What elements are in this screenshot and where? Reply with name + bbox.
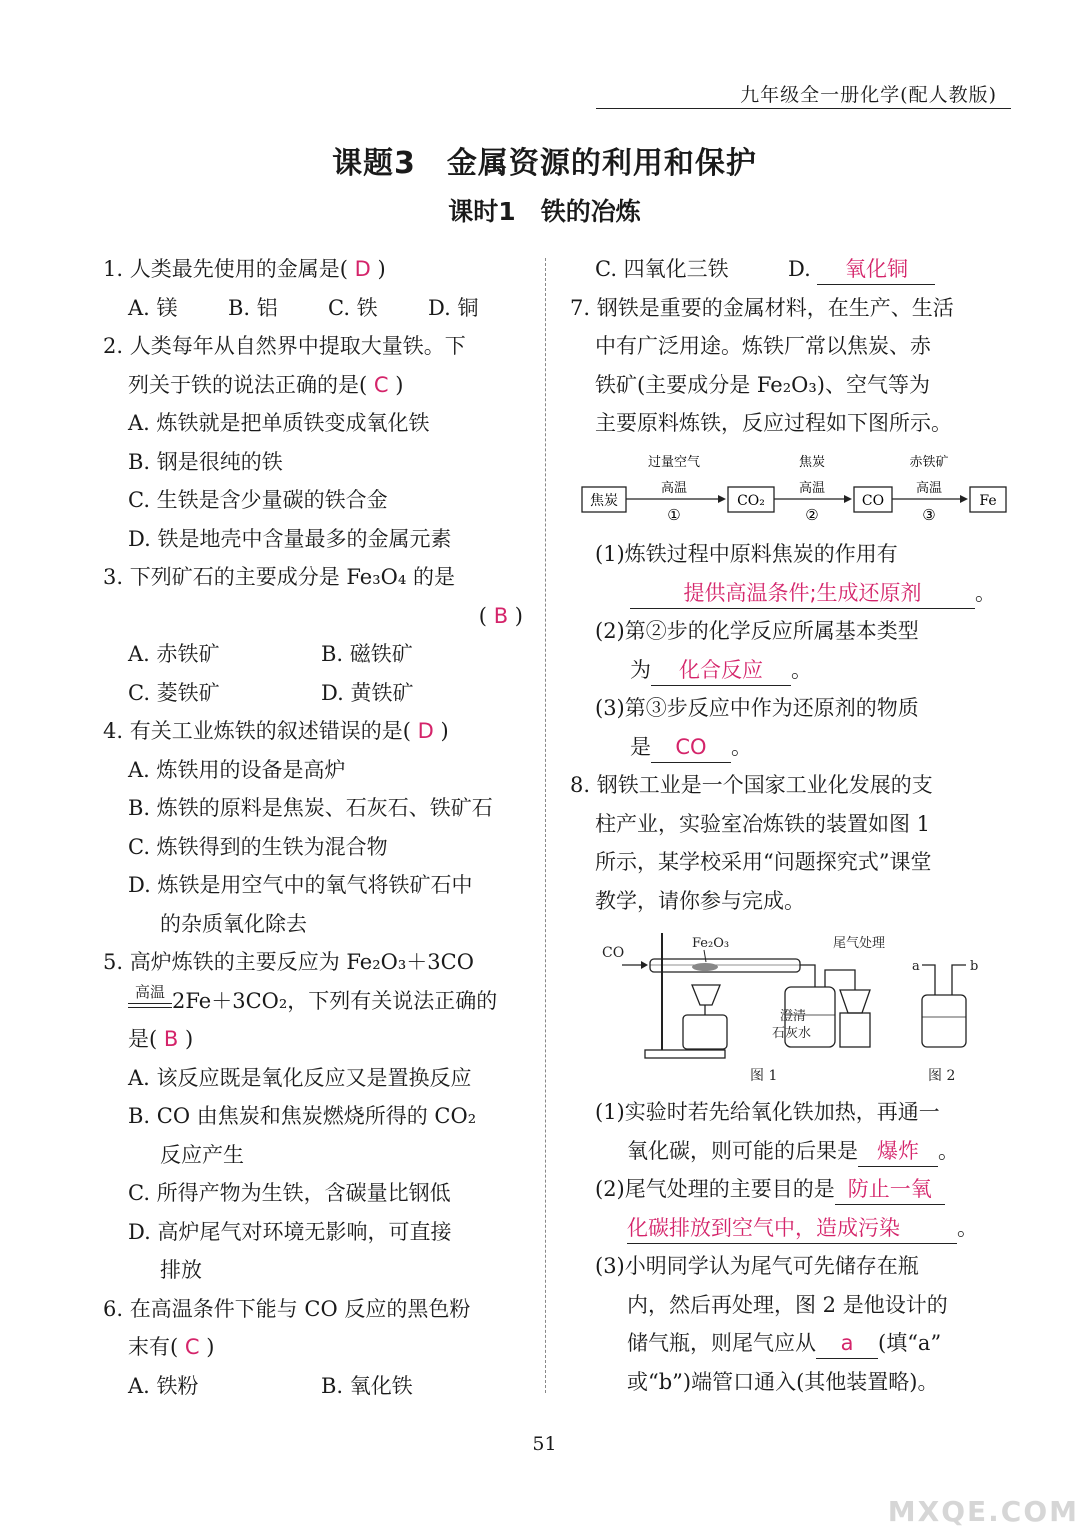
q3-options-row1 [103, 635, 533, 674]
fig-stand-base [645, 1050, 725, 1058]
q6-line1: 6. 在高温条件下能与 CO 反应的黑色粉 [103, 1296, 471, 1321]
q3-option-c: C. 菱铁矿 [128, 680, 220, 705]
fig-connect-tube [800, 965, 815, 987]
flow-box-co-label: CO [861, 493, 885, 509]
q6-answer: C [184, 1335, 200, 1359]
q5-line2: 高温 2Fe＋3CO₂，下列有关说法正确的 [103, 982, 533, 1021]
q7-line2: 中有广泛用途。炼铁厂常以焦炭、赤 [595, 334, 931, 358]
q6-answer-d: 氧化铜 [817, 254, 935, 285]
q8-sub3-line4: 或“b”)端管口通入(其他装置略)。 [627, 1369, 939, 1394]
q7-sub3-answer-line: 是 CO 。 [570, 728, 1000, 767]
q1-option-c: C. 铁 [328, 295, 378, 320]
fig2-caption: 图 2 [928, 1068, 956, 1084]
lesson-subtitle: 课时1 铁的冶炼 [448, 197, 641, 226]
fig-burner-lamp [840, 1013, 870, 1047]
fig-fe2o3-powder [692, 963, 718, 971]
q5-line3: 是( B ) [128, 1027, 194, 1051]
q7-sub1-answer: 提供高温条件;生成还原剂 [630, 578, 975, 609]
q1-option-a: A. 镁 [128, 295, 178, 320]
q4-option-b: B. 炼铁的原料是焦炭、石灰石、铁矿石 [128, 796, 493, 820]
flow-box-co2-label: CO₂ [737, 493, 765, 509]
q1-option-b: B. 铝 [228, 295, 278, 320]
flow-step-2: ② [805, 506, 819, 524]
fig-glass-tube [650, 959, 800, 972]
q3-stem: 3. 下列矿石的主要成分是 Fe₃O₄ 的是 [103, 565, 455, 589]
flow-arrowhead-1 [718, 495, 726, 503]
right-column-lower [570, 535, 1000, 920]
q5-option-b: B. CO 由焦炭和焦炭燃烧所得的 CO₂ [128, 1104, 477, 1128]
column-divider [545, 258, 546, 1393]
q3-answer-line: ( B ) [478, 603, 523, 628]
flow-box-fe-label: Fe [979, 493, 997, 509]
q5-equals-sign [128, 1003, 172, 1008]
book-header: 九年级全一册化学(配人教版) [740, 84, 997, 106]
q2-option-b: B. 钢是很纯的铁 [128, 449, 283, 474]
q6-option-c: C. 四氧化三铁 [595, 257, 729, 281]
q7-sub3-text: (3)第③步反应中作为还原剂的物质 [595, 696, 919, 720]
q3-options-row2 [103, 674, 533, 713]
q1-stem: 1. 人类最先使用的金属是( D ) [103, 257, 386, 281]
fig2-tube-b [952, 965, 966, 995]
q7-sub2-answer: 化合反应 [651, 655, 791, 686]
q7-flow-diagram [580, 452, 1010, 532]
q8-sub2-line2: 化碳排放到空气中，造成污染 。 [570, 1209, 1000, 1248]
right-column [570, 250, 1000, 443]
q1-answer: D [354, 257, 371, 281]
q8-line3: 所示，某学校采用“问题探究式”课堂 [595, 850, 932, 874]
q4-option-d: D. 炼铁是用空气中的氧气将铁矿石中 [128, 873, 473, 897]
flow-step-3: ③ [922, 506, 936, 524]
q7-sub3-answer: CO [651, 732, 731, 763]
q6-line2: 末有( C ) [128, 1335, 215, 1359]
q7-sub1-text: (1)炼铁过程中原料焦炭的作用有 [595, 542, 898, 566]
q8-sub1-line2: 氧化碳，则可能的后果是 爆炸 。 [570, 1132, 1000, 1171]
flow-top-1: 过量空气 [647, 455, 701, 470]
q8-sub2-answer-2: 化碳排放到空气中，造成污染 [627, 1213, 957, 1244]
q2-line1: 2. 人类每年从自然界中提取大量铁。下 [103, 334, 466, 358]
flow-box-coke-label: 焦炭 [590, 493, 618, 509]
q2-option-c: C. 生铁是含少量碳的铁合金 [128, 488, 388, 512]
q8-sub3-line1: (3)小明同学认为尾气可先储存在瓶 [595, 1254, 919, 1278]
q3-answer: B [493, 603, 509, 628]
q2-option-a: A. 炼铁就是把单质铁变成氧化铁 [128, 411, 430, 435]
page-number: 51 [532, 1433, 557, 1455]
flow-top-2: 焦炭 [798, 455, 826, 470]
fig-fe2o3-label: Fe₂O₃ [692, 936, 730, 951]
q3-option-a: A. 赤铁矿 [128, 642, 220, 666]
fig1-caption: 图 1 [750, 1068, 778, 1084]
fig-lamp-flame [692, 985, 720, 1005]
q8-line2: 柱产业，实验室冶炼铁的装置如图 1 [595, 811, 931, 836]
q8-sub1-answer: 爆炸 [858, 1136, 938, 1167]
q4-answer: D [417, 719, 434, 743]
q7-line3: 铁矿(主要成分是 Fe₂O₃)、空气等为 [595, 372, 930, 397]
q6-option-a: A. 铁粉 [128, 1373, 199, 1398]
q6-options-row1 [103, 1367, 533, 1406]
flow-cond-3: 高温 [915, 481, 943, 496]
flow-arrowhead-3 [960, 495, 968, 503]
fig-limewater-label-2: 石灰水 [772, 1026, 812, 1041]
q8-sub2-line1: (2)尾气处理的主要目的是 防止一氧 [570, 1170, 1000, 1209]
fig-alcohol-lamp [683, 1015, 727, 1049]
q5-answer: B [163, 1027, 179, 1051]
q5-option-a: A. 该反应既是氧化反应又是置换反应 [128, 1065, 472, 1090]
header-rule [596, 108, 1011, 109]
flow-top-3: 赤铁矿 [909, 455, 949, 470]
q8-sub3-line3: 储气瓶，则尾气应从 a (填“a” [570, 1324, 1000, 1363]
q6-option-b: B. 氧化铁 [321, 1373, 413, 1398]
q7-sub1-answer-line: 提供高温条件;生成还原剂 。 [570, 574, 1000, 613]
page-title: 课题3 金属资源的利用和保护 [332, 146, 757, 181]
q8-sub2-answer-1: 防止一氧 [835, 1174, 945, 1205]
q4-stem: 4. 有关工业炼铁的叙述错误的是( D ) [103, 719, 449, 743]
fig-tail-label: 尾气处理 [833, 936, 886, 951]
flow-step-1: ① [667, 506, 681, 524]
fig2-tube-a [922, 965, 935, 995]
flow-arrowhead-2 [844, 495, 852, 503]
fig2-gas-bottle [922, 995, 966, 1047]
fig2-label-a: a [912, 959, 920, 974]
q5-line1: 5. 高炉炼铁的主要反应为 Fe₂O₃＋3CO [103, 950, 474, 974]
flow-cond-2: 高温 [798, 481, 826, 496]
flow-cond-1: 高温 [660, 481, 688, 496]
q8-line4: 教学，请你参与完成。 [595, 888, 805, 913]
q7-line1: 7. 钢铁是重要的金属材料，在生产、生活 [570, 295, 954, 320]
q8-sub3-answer: a [816, 1328, 878, 1359]
q5-condition: 高温 [134, 982, 165, 1001]
watermark: MXQE.COM [887, 1495, 1079, 1528]
q2-line2: 列关于铁的说法正确的是( C ) [128, 372, 404, 397]
q5-option-d-cont: 排放 [160, 1258, 202, 1282]
left-column [103, 250, 533, 1405]
fig-fe2o3-pointer [704, 950, 706, 962]
fig-limewater-label-1: 澄清 [780, 1009, 807, 1024]
q5-option-b-cont: 反应产生 [160, 1142, 244, 1167]
right-column-bottom [570, 1093, 1000, 1401]
q4-option-c: C. 炼铁得到的生铁为混合物 [128, 834, 388, 859]
q7-sub2-answer-line: 为 化合反应 。 [570, 651, 1000, 690]
q4-option-a: A. 炼铁用的设备是高炉 [128, 757, 346, 782]
q3-option-b: B. 磁铁矿 [321, 642, 413, 666]
q8-line1: 8. 钢铁工业是一个国家工业化发展的支 [570, 773, 933, 797]
q8-sub1-line1: (1)实验时若先给氧化铁加热，再通一 [595, 1100, 940, 1124]
fig2-label-b: b [970, 959, 979, 974]
q6-option-d: D. [788, 257, 811, 281]
q8-sub3-line2: 内，然后再处理，图 2 是他设计的 [627, 1292, 948, 1317]
q1-options [103, 289, 533, 328]
fig-co-arrowhead [641, 961, 648, 969]
q5-option-d: D. 高炉尾气对环境无影响，可直接 [128, 1219, 452, 1244]
fig-burner-flame [840, 990, 870, 1013]
q3-option-d: D. 黄铁矿 [321, 680, 414, 705]
q2-answer: C [373, 372, 389, 397]
q2-option-d: D. 铁是地壳中含量最多的金属元素 [128, 526, 452, 551]
q8-apparatus-figure [600, 925, 990, 1090]
q7-sub2-text: (2)第②步的化学反应所属基本类型 [595, 619, 919, 643]
q4-option-d-cont: 的杂质氧化除去 [160, 911, 307, 936]
q1-option-d: D. 铜 [428, 295, 479, 320]
fig-co-label: CO [602, 945, 625, 961]
q7-line4: 主要原料炼铁，反应过程如下图所示。 [595, 411, 952, 435]
q6-options-row2 [570, 250, 1000, 289]
q5-option-c: C. 所得产物为生铁，含碳量比钢低 [128, 1181, 451, 1205]
